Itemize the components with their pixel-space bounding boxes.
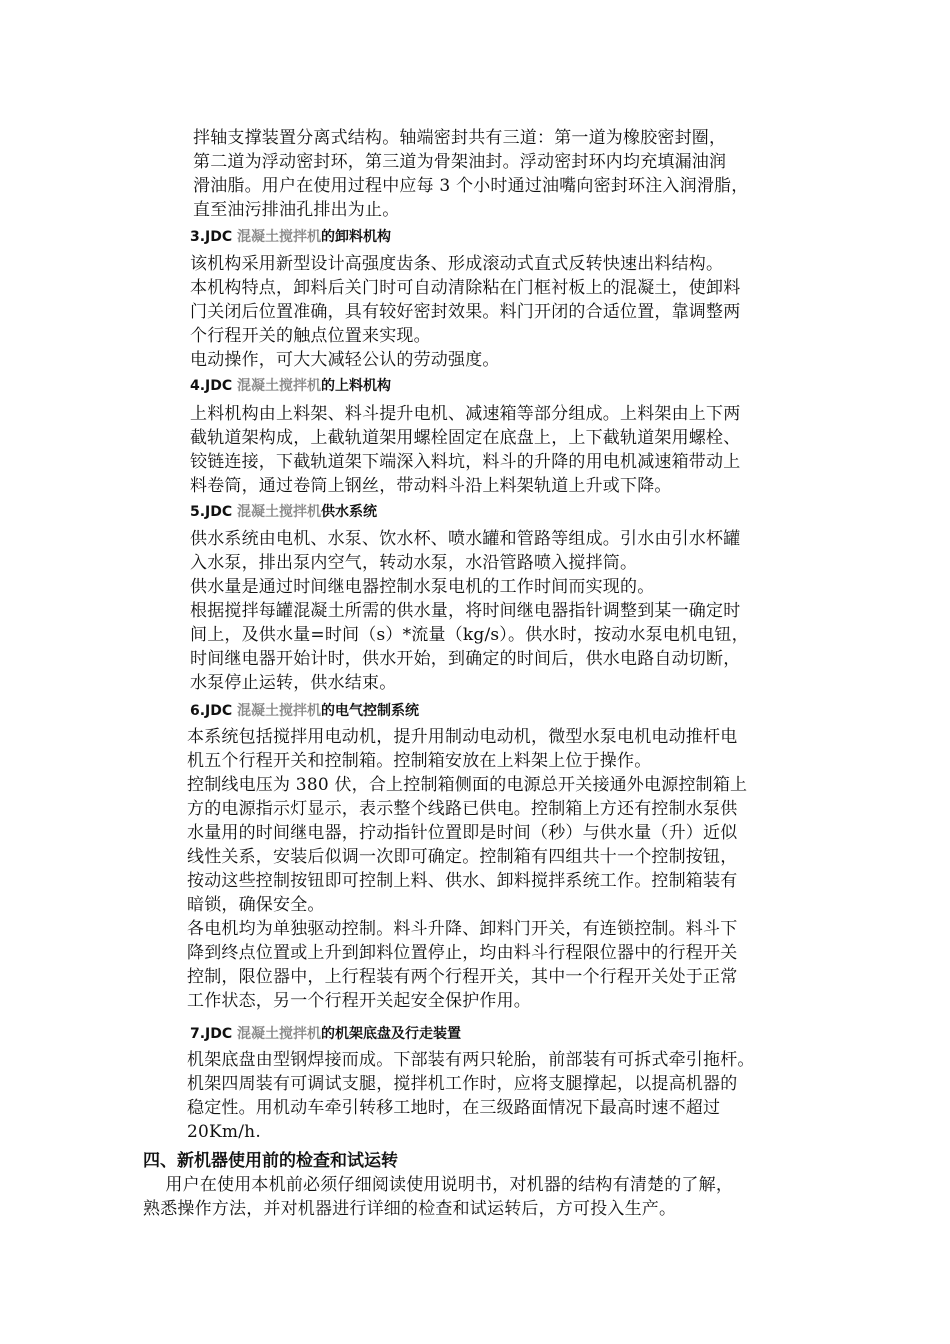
paragraph-water-supply: 供水系统由电机、水泵、饮水杯、喷水罐和管路等组成。引水由引水杯罐 入水泵，排出泵内空气，转动水泵，水沿管路喷入搅拌筒。 供水量是通过时间继电器控制水泵电机的工作时间而实现的。 根据搅拌每罐混凝土所需的供水量，将时间继电器指针调整到某一确定时 间上，及供水量=时间（s）*流量（kg/s）。供水时，按动水泵电机电钮， 时间继电器开始计时，供水开始，到确定的时间后，供水电路自动切断， 水泵停止运转，供水结束。	[190, 529, 749, 693]
heading-text: 的卸料机构	[321, 229, 392, 245]
heading-chassis-travel	[190, 1024, 461, 1044]
heading-brand: 混凝土搅拌机	[237, 378, 322, 394]
heading-brand: 混凝土搅拌机	[237, 703, 322, 719]
paragraph-discharge-mechanism: 该机构采用新型设计高强度齿条、形成滚动式直式反转快速出料结构。 本机构特点，卸料后关门时可自动清除粘在门框衬板上的混凝土，使卸料 门关闭后位置准确，具有较好密封效果。料门开闭的合适位置，靠调整两 个行程开关的触点位置来实现。 电动操作，可大大减轻公认的劳动强度。	[190, 254, 741, 370]
paragraph-seal-structure: 拌轴支撑装置分离式结构。轴端密封共有三道：第一道为橡胶密封圈， 第二道为浮动密封环，第三道为骨架油封。浮动密封环内均充填漏油润 滑油脂。用户在使用过程中应每 3 个小时通过油嘴向密封环注入润滑脂， 直至油污排油孔排出为止。	[193, 128, 749, 220]
heading-electrical-control	[190, 701, 419, 721]
heading-text: 供水系统	[321, 504, 378, 520]
heading-brand: 混凝土搅拌机	[237, 1026, 322, 1042]
paragraph-feeding-mechanism: 上料机构由上料架、料斗提升电机、减速箱等部分组成。上料架由上下两 截轨道架构成，上截轨道架用螺栓固定在底盘上，上下截轨道架用螺栓、 铰链连接，下截轨道架下端深入料坑，料斗的升降的用电机减速箱带动上 料卷筒，通过卷筒上钢丝，带动料斗沿上料架轨道上升或下降。	[190, 404, 741, 496]
heading-feeding-mechanism	[190, 376, 391, 396]
heading-brand: 混凝土搅拌机	[237, 229, 322, 245]
heading-number: 7.JDC	[190, 1026, 238, 1042]
heading-brand: 混凝土搅拌机	[237, 504, 322, 520]
paragraph-chassis-travel: 机架底盘由型钢焊接而成。下部装有两只轮胎，前部装有可拆式牵引拖杆。 机架四周装有可调试支腿，搅拌机工作时，应将支腿撑起，以提高机器的 稳定性。用机动车牵引转移工地时，在三级路面情况下最高时速不超过 20Km/h.	[187, 1050, 755, 1142]
heading-discharge-mechanism	[190, 227, 391, 247]
paragraph-inspection: 用户在使用本机前必须仔细阅读使用说明书，对机器的结构有清楚的了解， 熟悉操作方法，并对机器进行详细的检查和试运转后，方可投入生产。	[143, 1175, 734, 1219]
paragraph-electrical-control: 本系统包括搅拌用电动机，提升用制动电动机，微型水泵电机电动推杆电 机五个行程开关和控制箱。控制箱安放在上料架上位于操作。 控制线电压为 380 伏，合上控制箱侧面的电源总开关接通外电源控制箱上 方的电源指示灯显示，表示整个线路已供电。控制箱上方还有控制水泵供 水量用的时间继电器，拧动指针位置即是时间（秒）与供水量（升）近似 线性关系，安装后似调一次即可确定。控制箱有四组共十一个控制按钮， 按动这些控制按钮即可控制上料、供水、卸料搅拌系统工作。控制箱装有 暗锁，确保安全。 各电机均为单独驱动控制。料斗升降、卸料门开关，有连锁控制。料斗下 降到终点位置或上升到卸料位置停止，均由料斗行程限位器中的行程开关 控制，限位器中，上行程装有两个行程开关，其中一个行程开关处于正常 工作状态，另一个行程开关起安全保护作用。	[187, 727, 748, 1011]
heading-number: 6.JDC	[190, 703, 238, 719]
heading-text: 的上料机构	[321, 378, 392, 394]
heading-number: 5.JDC	[190, 504, 238, 520]
heading-number: 3.JDC	[190, 229, 238, 245]
section-title-inspection: 四、新机器使用前的检查和试运转	[143, 1151, 398, 1171]
heading-number: 4.JDC	[190, 378, 238, 394]
heading-water-supply	[190, 502, 377, 522]
heading-text: 的机架底盘及行走装置	[321, 1026, 462, 1042]
heading-text: 的电气控制系统	[321, 703, 420, 719]
